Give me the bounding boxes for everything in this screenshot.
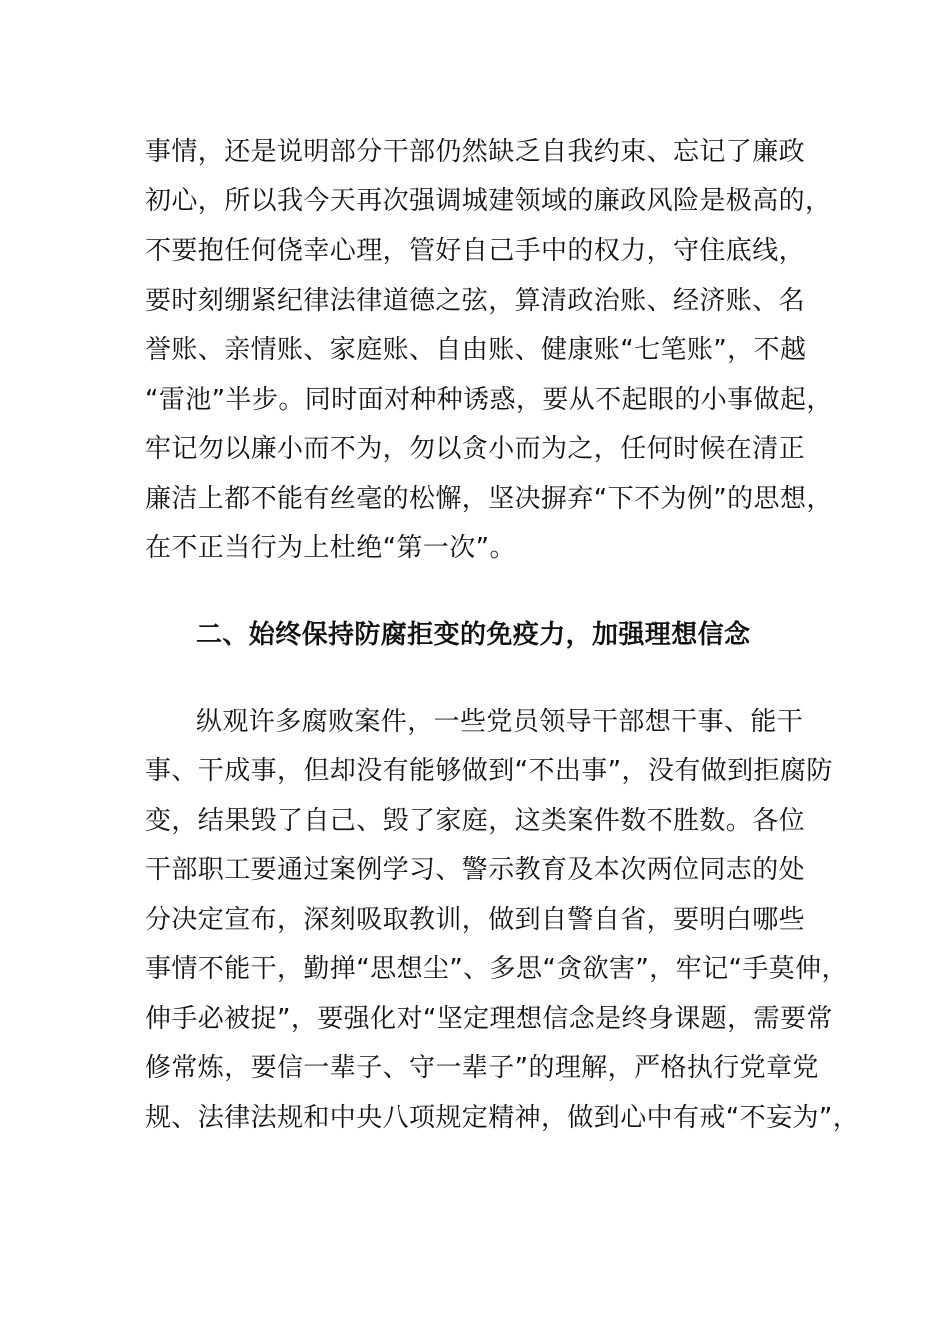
body-text-line: 干部职工要通过案例学习、警示教育及本次两位同志的处 [145, 855, 806, 885]
body-text-line: 变，结果毁了自己、毁了家庭，这类案件数不胜数。各位 [145, 806, 806, 836]
body-text-line: 事情，还是说明部分干部仍然缺乏自我约束、忘记了廉政 [145, 137, 806, 167]
section-heading: 二、始终保持防腐拒变的免疫力，加强理想信念 [196, 620, 751, 650]
body-text-line: 纵观许多腐败案件，一些党员领导干部想干事、能干 [196, 707, 804, 737]
body-text-line: 初心，所以我今天再次强调城建领域的廉政风险是极高的， [145, 186, 832, 216]
body-text-line: 要时刻绷紧纪律法律道德之弦，算清政治账、经济账、名 [145, 286, 806, 316]
body-text-line: 誉账、亲情账、家庭账、自由账、健康账“七笔账”，不越 [145, 335, 807, 365]
body-text-line: 规、法律法规和中央八项规定精神，做到心中有戒“不妄为”， [145, 1103, 860, 1133]
body-text-line: 在不正当行为上杜绝“第一次”。 [145, 533, 516, 563]
body-text-line: 不要抱任何侥幸心理，管好自己手中的权力，守住底线， [145, 236, 806, 266]
body-text-line: 修常炼，要信一辈子、守一辈子”的理解，严格执行党章党 [145, 1053, 819, 1083]
body-text-line: 事、干成事，但却没有能够做到“不出事”，没有做到拒腐防 [145, 756, 833, 786]
body-text-line: 伸手必被捉”，要强化对“坚定理想信念是终身课题，需要常 [145, 1004, 833, 1034]
body-text-line: 牢记勿以廉小而不为，勿以贪小而为之，任何时候在清正 [145, 434, 806, 464]
body-text-line: 分决定宣布，深刻吸取教训，做到自警自省，要明白哪些 [145, 905, 806, 935]
body-text-line: 事情不能干，勤掸“思想尘”、多思“贪欲害”，牢记“手莫伸， [145, 954, 848, 984]
body-text-line: 廉洁上都不能有丝毫的松懈，坚决摒弃“下不为例”的思想， [145, 484, 833, 514]
body-text-line: “雷池”半步。同时面对种种诱惑，要从不起眼的小事做起， [145, 385, 833, 415]
